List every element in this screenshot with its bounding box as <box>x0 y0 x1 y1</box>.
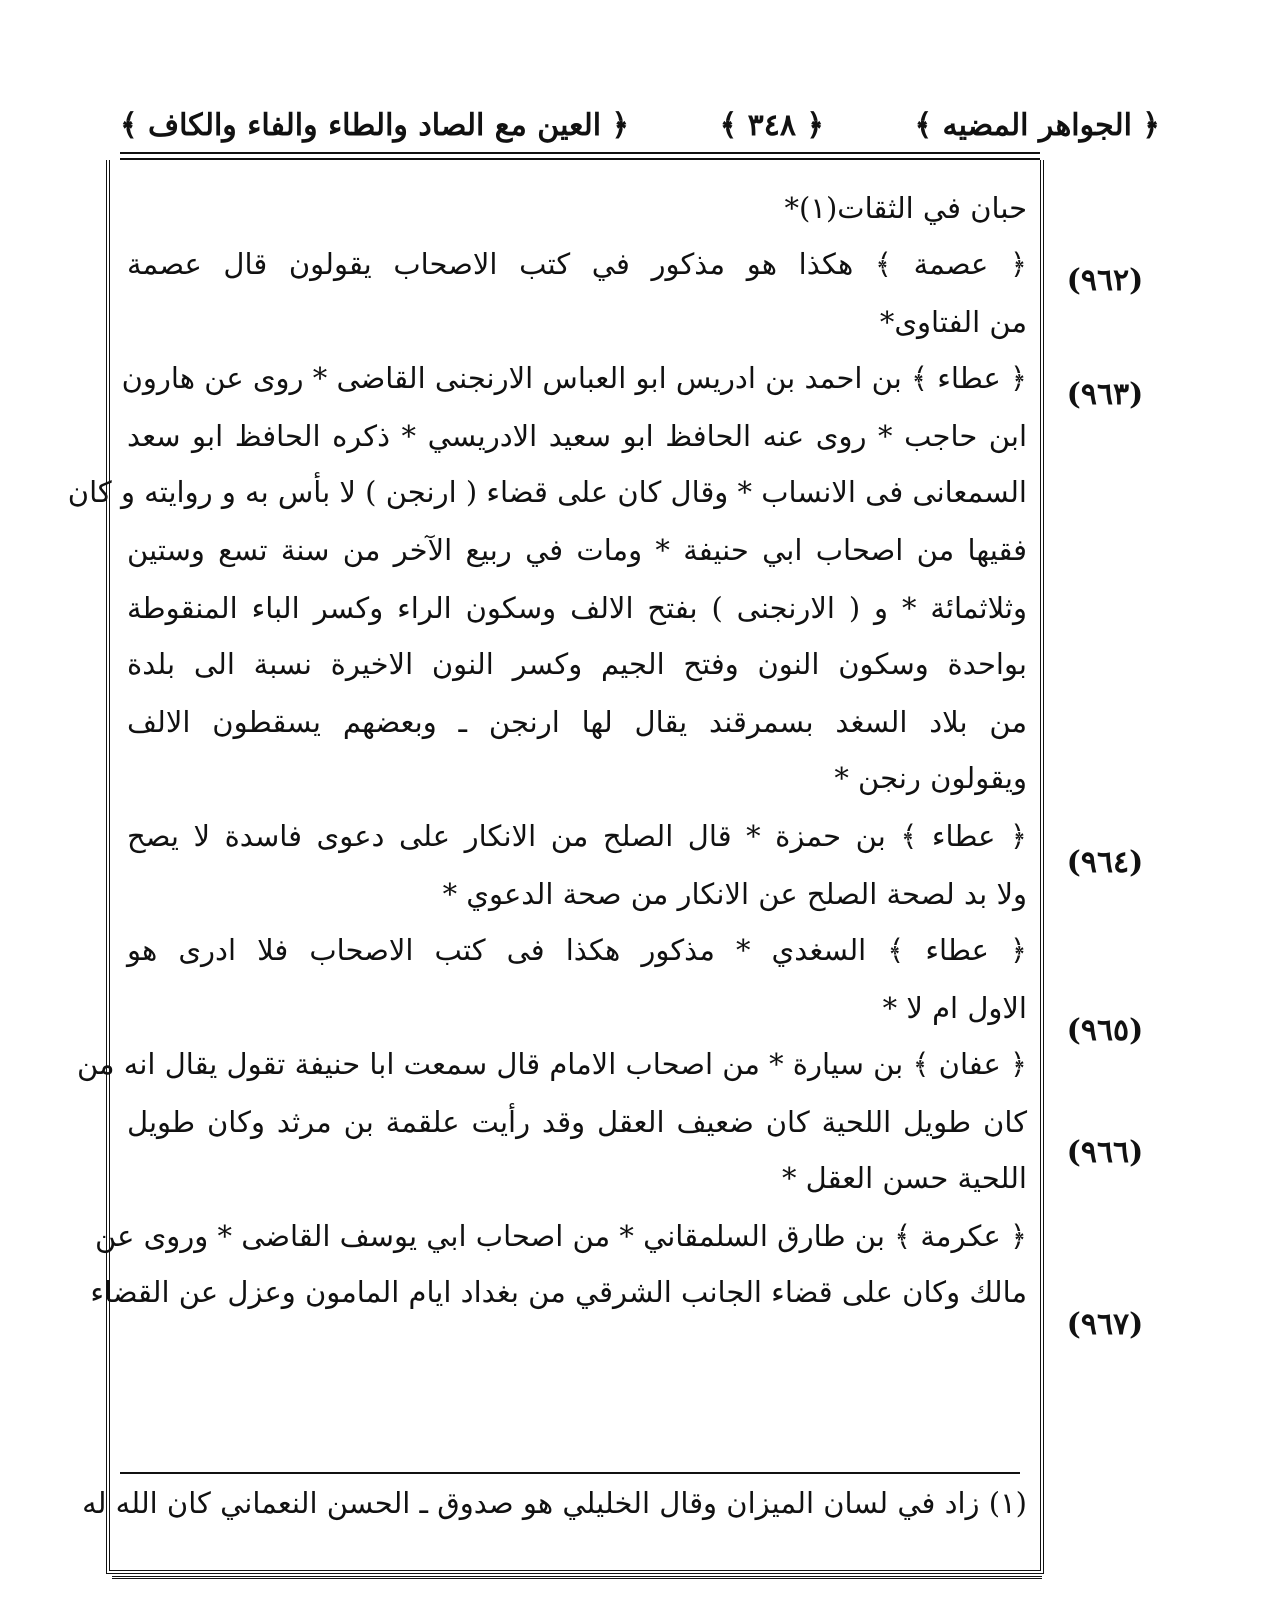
header-section-title: ﴿ العين مع الصاد والطاء والفاء والكاف ﴾ <box>120 107 630 143</box>
text-line: مالك وكان على قضاء الجانب الشرقي من بغداد ايام المامون وعزل عن القضاء <box>90 1275 1027 1309</box>
entry-number: (٩٦٧) <box>1066 1307 1144 1342</box>
footnote: (١) زاد في لسان الميزان وقال الخليلي هو صدوق ـ الحسن النعماني كان الله له <box>82 1486 1027 1520</box>
text-line: وثلاثمائة * و ( الارنجنى ) بفتح الالف وسكون الراء وكسر الباء المنقوطة <box>127 591 1027 625</box>
text-line: ﴿ عفان ﴾ بن سيارة * من اصحاب الامام قال سمعت ابا حنيفة تقول يقال انه من <box>76 1047 1027 1081</box>
text-line: من الفتاوى* <box>879 305 1027 339</box>
header-book-title: ﴿ الجواهر المضيه ﴾ <box>914 107 1160 143</box>
text-line: ولا بد لصحة الصلح عن الانكار من صحة الدعوي * <box>442 877 1027 911</box>
text-line: كان طويل اللحية كان ضعيف العقل وقد رأيت علقمة بن مرثد وكان طويل <box>127 1105 1027 1139</box>
entry-number-column <box>1050 160 1160 1570</box>
text-line: فقيها من اصحاب ابي حنيفة * ومات في ربيع الآخر من سنة تسع وستين <box>127 533 1027 567</box>
entry-number: (٩٦٣) <box>1066 377 1144 412</box>
text-line: الاول ام لا * <box>882 991 1027 1025</box>
text-line: بواحدة وسكون النون وفتح الجيم وكسر النون الاخيرة نسبة الى بلدة <box>127 647 1027 681</box>
text-line: من بلاد السغد بسمرقند يقال لها ارنجن ـ وبعضهم يسقطون الالف <box>127 705 1027 739</box>
text-line: ابن حاجب * روى عنه الحافظ ابو سعيد الادريسي * ذكره الحافظ ابو سعد <box>127 419 1027 453</box>
text-line: حبان في الثقات(١)* <box>784 191 1027 225</box>
header-rule-top <box>120 152 1040 154</box>
running-header <box>120 100 1160 150</box>
text-line: ﴿ عكرمة ﴾ بن طارق السلمقاني * من اصحاب ابي يوسف القاضى * وروى عن <box>95 1219 1027 1253</box>
bottom-rule <box>112 1576 1042 1579</box>
text-line: ويقولون رنجن * <box>834 761 1027 795</box>
footnote-rule <box>120 1472 1020 1474</box>
entry-number: (٩٦٤) <box>1066 845 1144 880</box>
text-line: ﴿ عصمة ﴾ هكذا هو مذكور في كتب الاصحاب يقولون قال عصمة <box>127 247 1027 281</box>
text-line: ﴿ عطاء ﴾ بن احمد بن ادريس ابو العباس الارنجنى القاضى * روى عن هارون <box>121 361 1027 395</box>
text-line: اللحية حسن العقل * <box>781 1161 1027 1195</box>
header-page-number: ﴿ ٣٤٨ ﴾ <box>719 107 824 143</box>
entry-number: (٩٦٦) <box>1066 1135 1144 1170</box>
entry-number: (٩٦٥) <box>1066 1013 1144 1048</box>
text-line: ﴿ عطاء ﴾ بن حمزة * قال الصلح من الانكار على دعوى فاسدة لا يصح <box>127 819 1027 853</box>
text-line: ﴿ عطاء ﴾ السغدي * مذكور هكذا فى كتب الاصحاب فلا ادرى هو <box>127 933 1027 967</box>
entry-number: (٩٦٢) <box>1066 263 1144 298</box>
text-line: السمعانى فى الانساب * وقال كان على قضاء ( ارنجن ) لا بأس به و روايته و كان <box>67 475 1027 509</box>
